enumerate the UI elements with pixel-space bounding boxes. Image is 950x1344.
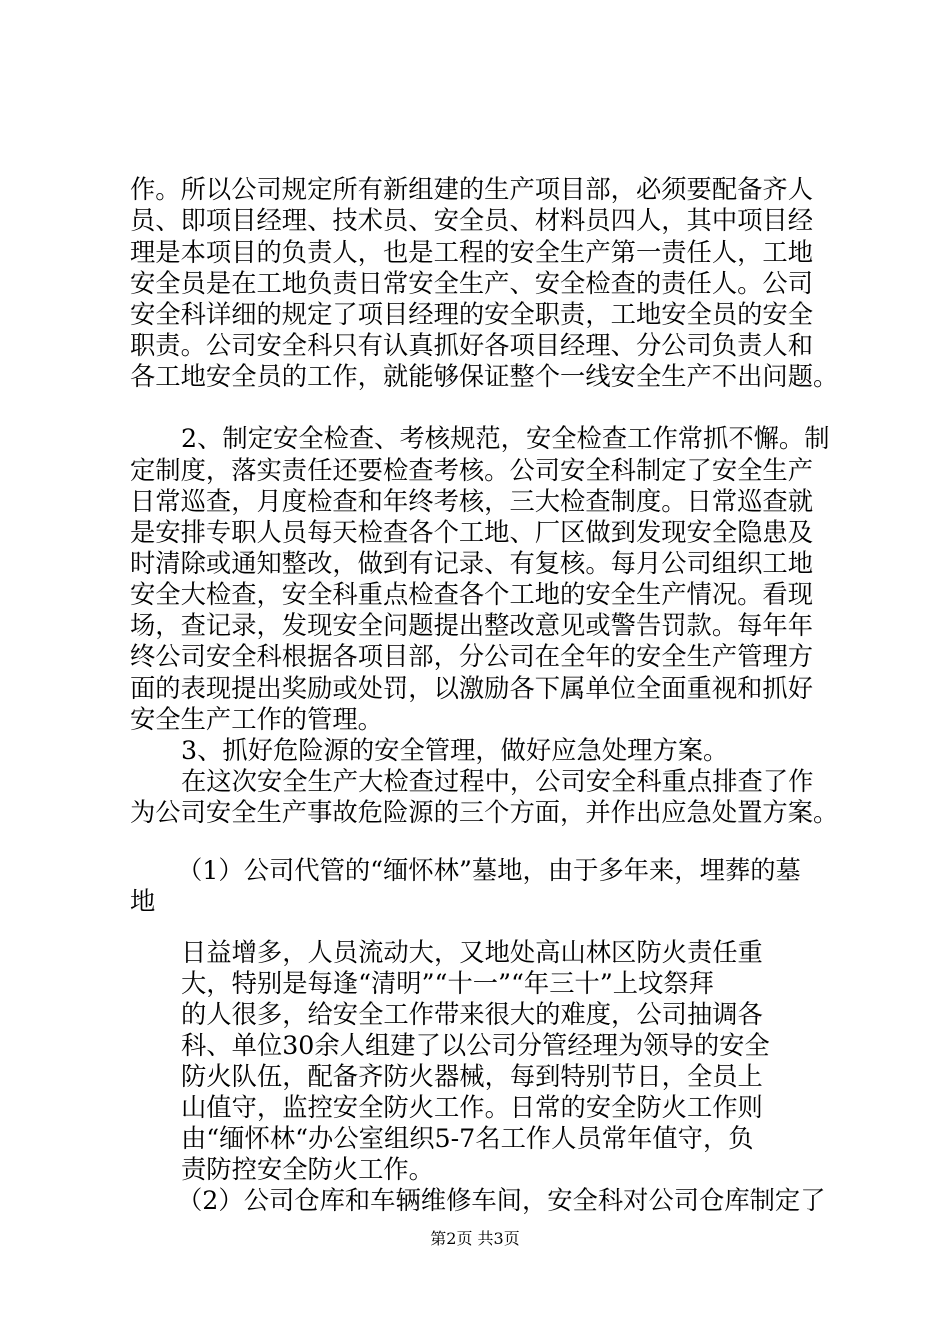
- text-line: 的人很多，给安全工作带来很大的难度，公司抽调各: [181, 1000, 763, 1029]
- text-line: 2、制定安全检查、考核规范，安全检查工作常抓不懈。制: [181, 424, 830, 453]
- text-line: 场，查记录，发现安全问题提出整改意见或警告罚款。每年年: [130, 611, 814, 640]
- text-line: 大，特别是每逢“清明”“十一”“年三十”上坟祭拜: [181, 969, 714, 998]
- text-line: 日常巡查，月度检查和年终考核，三大检查制度。日常巡查就: [130, 487, 814, 516]
- text-line: 地: [130, 887, 156, 916]
- text-line: 理是本项目的负责人，也是工程的安全生产第一责任人，工地: [130, 238, 814, 267]
- text-line: 安全生产工作的管理。: [130, 705, 383, 734]
- text-line: 责防控安全防火工作。: [181, 1155, 434, 1184]
- text-line: 是安排专职人员每天检查各个工地、厂区做到发现安全隐患及: [130, 518, 814, 547]
- text-line: 在这次安全生产大检查过程中，公司安全科重点排查了作: [181, 767, 814, 796]
- text-line: 安全员是在工地负责日常安全生产、安全检查的责任人。公司: [130, 269, 814, 298]
- text-line: 由“缅怀林“办公室组织5-7名工作人员常年值守，负: [181, 1124, 754, 1153]
- text-line: 日益增多，人员流动大，又地处高山林区防火责任重: [181, 938, 763, 967]
- text-line: （2）公司仓库和车辆维修车间，安全科对公司仓库制定了: [177, 1186, 826, 1215]
- text-line: 安全大检查，安全科重点检查各个工地的安全生产情况。看现: [130, 580, 814, 609]
- text-line: 作。所以公司规定所有新组建的生产项目部，必须要配备齐人: [130, 175, 814, 204]
- text-line: 职责。公司安全科只有认真抓好各项目经理、分公司负责人和: [130, 331, 814, 360]
- text-line: 员、即项目经理、技术员、安全员、材料员四人，其中项目经: [130, 206, 814, 235]
- text-line: 定制度，落实责任还要检查考核。公司安全科制定了安全生产: [130, 456, 814, 485]
- text-line: 终公司安全科根据各项目部，分公司在全年的安全生产管理方: [130, 642, 814, 671]
- text-line: 时清除或通知整改，做到有记录、有复核。每月公司组织工地: [130, 549, 814, 578]
- text-line: 防火队伍，配备齐防火器械，每到特别节日，全员上: [181, 1062, 763, 1091]
- text-line: 面的表现提出奖励或处罚，以激励各下属单位全面重视和抓好: [130, 674, 814, 703]
- text-line: 为公司安全生产事故危险源的三个方面，并作出应急处置方案。: [130, 798, 839, 827]
- text-line: 科、单位30余人组建了以公司分管经理为领导的安全: [181, 1031, 770, 1060]
- text-line: 各工地安全员的工作，就能够保证整个一线安全生产不出问题。: [130, 362, 839, 391]
- text-line: （1）公司代管的“缅怀林”墓地，由于多年来，埋葬的墓: [177, 856, 801, 885]
- text-line: 3、抓好危险源的安全管理，做好应急处理方案。: [181, 736, 729, 765]
- page-number-footer: 第2页 共3页: [430, 1229, 520, 1248]
- text-line: 山值守，监控安全防火工作。日常的安全防火工作则: [181, 1093, 763, 1122]
- text-line: 安全科详细的规定了项目经理的安全职责，工地安全员的安全: [130, 300, 814, 329]
